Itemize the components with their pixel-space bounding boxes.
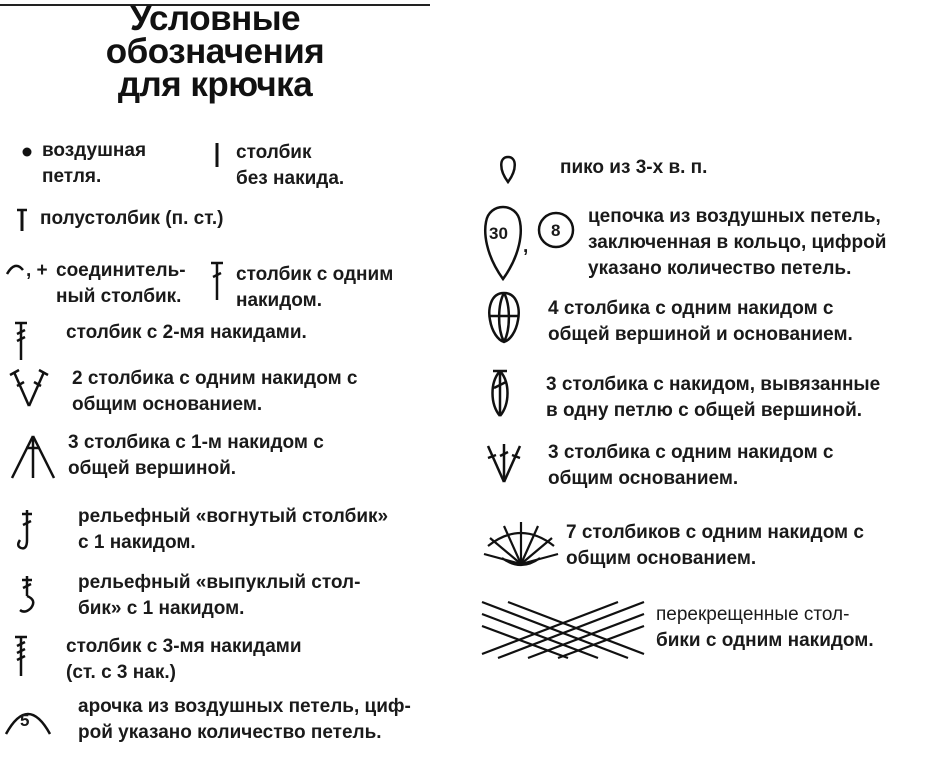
three-stitches-shared-base-label: 3 столбика с одним накидом с общим основанием. xyxy=(548,442,834,489)
half-stitch-label: полустолбик (п. ст.) xyxy=(40,208,224,229)
crossed-stitches-icon xyxy=(478,598,648,662)
four-stitch-cluster-icon xyxy=(486,290,522,344)
stitch-two-yarnovers-label: столбик с 2-мя накидами. xyxy=(66,322,307,343)
chain-ring-separator: , xyxy=(523,236,529,257)
back-post-stitch-label: рельефный «вогнутый столбик» с 1 накидом. xyxy=(78,506,389,553)
three-stitch-cluster-label: 3 столбика с накидом, вывязанные в одну петлю с общей вершиной. xyxy=(546,374,881,421)
seven-stitch-fan-label: 7 столбиков с одним накидом с общим основанием. xyxy=(566,522,864,569)
back-post-stitch-icon xyxy=(14,508,40,554)
stitch-no-yarnover-icon xyxy=(212,142,222,168)
chain-stitch-label: воздушная петля. xyxy=(42,140,147,187)
three-stitches-shared-top-icon xyxy=(8,432,58,480)
seven-stitch-fan-icon xyxy=(480,518,562,568)
stitch-three-yarnovers-icon xyxy=(12,634,30,678)
chain-arch-label: арочка из воздушных петель, циф- рой указано количество петель. xyxy=(78,696,411,743)
stitch-one-yarnover-label: столбик с одним накидом. xyxy=(236,264,394,311)
chain-stitch-icon xyxy=(20,145,34,159)
two-stitches-shared-base-label: 2 столбика с одним накидом с общим основанием. xyxy=(72,368,358,415)
chain-arch-number: 5 xyxy=(20,711,30,730)
chain-ring-number-a: 30 xyxy=(489,224,508,243)
slip-stitch-label: соединитель- ный столбик. xyxy=(56,260,186,307)
three-stitch-cluster-icon xyxy=(486,368,514,418)
half-stitch-icon xyxy=(14,207,30,233)
three-stitches-shared-base-icon xyxy=(482,440,526,484)
chain-ring-label: цепочка из воздушных петель, заключенная в кольцо, цифрой указано количество петель. xyxy=(588,206,887,279)
stitch-two-yarnovers-icon xyxy=(12,320,30,362)
page-title: Условные обозначения для крючка xyxy=(105,0,325,104)
four-stitch-cluster-label: 4 столбика с одним накидом с общей вершиной и основанием. xyxy=(548,298,853,345)
front-post-stitch-icon xyxy=(16,574,42,620)
stitch-no-yarnover-label: столбик без накида. xyxy=(236,142,345,189)
slip-stitch-symbols: , + xyxy=(26,260,48,281)
chain-ring-number-b: 8 xyxy=(551,221,561,240)
three-stitches-shared-top-label: 3 столбика с 1-м накидом с общей вершиной. xyxy=(68,432,324,479)
front-post-stitch-label: рельефный «выпуклый стол- бик» с 1 накидом. xyxy=(78,572,361,619)
stitch-three-yarnovers-label: столбик с 3-мя накидами (ст. с 3 нак.) xyxy=(66,636,302,683)
picot-icon xyxy=(496,154,520,184)
slip-stitch-arc-icon xyxy=(4,258,28,278)
crossed-stitches-label: перекрещенные стол- бики с одним накидом. xyxy=(656,604,874,651)
two-stitches-shared-base-icon xyxy=(8,366,50,408)
picot-label: пико из 3-х в. п. xyxy=(560,157,708,178)
stitch-one-yarnover-icon xyxy=(208,260,226,302)
